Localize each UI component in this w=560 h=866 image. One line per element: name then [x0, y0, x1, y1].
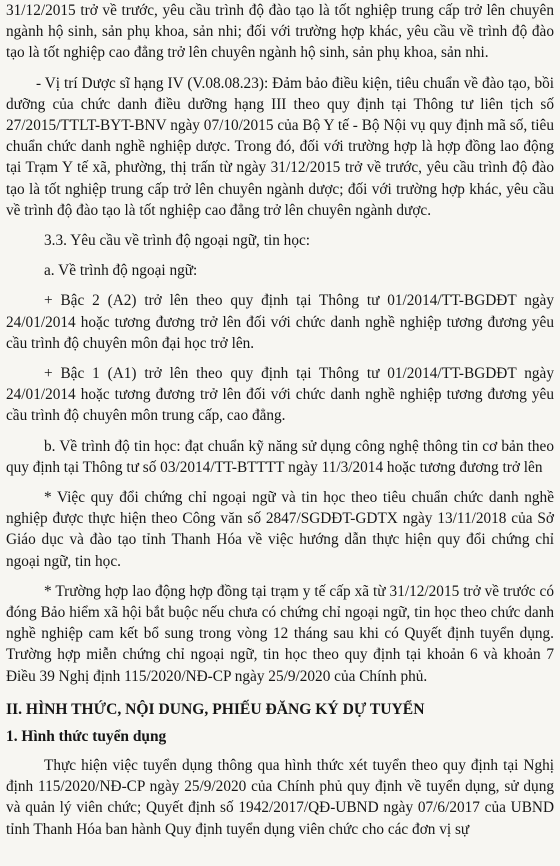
paragraph-contract-worker-note: * Trường hợp lao động hợp đồng tại trạm y tế cấp xã từ 31/12/2015 trở về trước có đóng Bảo hiểm xã hội bắt buộc nếu chưa có chứng chỉ ngoại ngữ, tin học theo chức danh nghề nghiệp cam kết bổ sung trong vòng 12 tháng sau khi có Quyết định tuyển dụng. Trường hợp miễn chứng chỉ ngoại ngữ, tin học theo quy định tại khoản 6 và khoản 7 Điều 39 Nghị định 115/2020/NĐ-CP ngày 25/9/2020 của Chính phủ. [6, 582, 554, 685]
paragraph-certificate-conversion-note: * Việc quy đổi chứng chỉ ngoại ngữ và tin học theo tiêu chuẩn chức danh nghề nghiệp được thực hiện theo Công văn số 2847/SGDĐT-GDTX ngày 13/11/2018 của Sở Giáo dục và đào tạo tỉnh Thanh Hóa về việc hướng dẫn thực hiện quy đổi chứng chỉ ngoại ngữ, tin học. [6, 489, 554, 570]
section-heading-ii: II. HÌNH THỨC, NỘI DUNG, PHIẾU ĐĂNG KÝ DỰ TUYỂN [6, 700, 425, 718]
paragraph-level-2-a2: + Bậc 2 (A2) trở lên theo quy định tại Thông tư 01/2014/TT-BGDĐT ngày 24/01/2014 hoặc tương đương trở lên đối với chức danh nghề nghiệp tương đương yêu cầu trình độ chuyên môn đại học trở lên. [6, 292, 554, 352]
paragraph-pharmacist-position: - Vị trí Dược sĩ hạng IV (V.08.08.23): Đảm bảo điều kiện, tiêu chuẩn về đào tạo, bồi dưỡng của chức danh điều dưỡng hạng III theo quy định tại Thông tư liên tịch số 27/2015/TTLT-BYT-BNV ngày 07/10/2015 của Bộ Y tế - Bộ Nội vụ quy định mã số, tiêu chuẩn chức danh nghề nghiệp dược. Trong đó, đối với trường hợp là hợp đồng lao động tại Trạm Y tế xã, phường, thị trấn từ ngày 31/12/2015 trở về trước, yêu cầu trình độ đào tạo là tốt nghiệp trung cấp trở lên chuyên ngành dược; đối với trường hợp khác, yêu cầu về trình độ đào tạo là tốt nghiệp cao đẳng trở lên chuyên ngành dược. [6, 74, 554, 219]
paragraph-it-skill: b. Về trình độ tin học: đạt chuẩn kỹ năng sử dụng công nghệ thông tin cơ bản theo quy định tại Thông tư số 03/2014/TT-BTTTT ngày 11/3/2014 hoặc tương đương trở lên [6, 437, 554, 476]
paragraph-level-1-a1: + Bậc 1 (A1) trở lên theo quy định tại Thông tư 01/2014/TT-BGDĐT ngày 24/01/2014 hoặc tương đương trở lên đối với chức danh nghề nghiệp tương đương yêu cầu trình độ chuyên môn trung cấp, cao đẳng. [6, 365, 554, 425]
paragraph-3-3-heading: 3.3. Yêu cầu về trình độ ngoại ngữ, tin học: [44, 232, 311, 250]
paragraph-foreign-language-heading: a. Về trình độ ngoại ngữ: [44, 262, 198, 280]
subsection-heading-recruitment-form: 1. Hình thức tuyển dụng [6, 727, 167, 745]
paragraph-recruitment-method: Thực hiện việc tuyển dụng thông qua hình thức xét tuyển theo quy định tại Nghị định 115/2020/NĐ-CP ngày 25/9/2020 của Chính phủ quy định về tuyển dụng, sử dụng và quản lý viên chức; Quyết định số 1942/2017/QĐ-UBND ngày 07/6/2017 của UBND tỉnh Thanh Hóa ban hành Quy định tuyển dụng viên chức cho các đơn vị sự [6, 756, 554, 838]
paragraph-midwife-continuation: 31/12/2015 trở về trước, yêu cầu trình độ đào tạo là tốt nghiệp trung cấp trở lên chuyên ngành hộ sinh, sản phụ khoa, sản nhi; đối với trường hợp khác, yêu cầu về trình độ đào tạo là tốt nghiệp cao đẳng trở lên chuyên ngành hộ sinh, sản phụ khoa, sản nhi. [6, 2, 554, 62]
